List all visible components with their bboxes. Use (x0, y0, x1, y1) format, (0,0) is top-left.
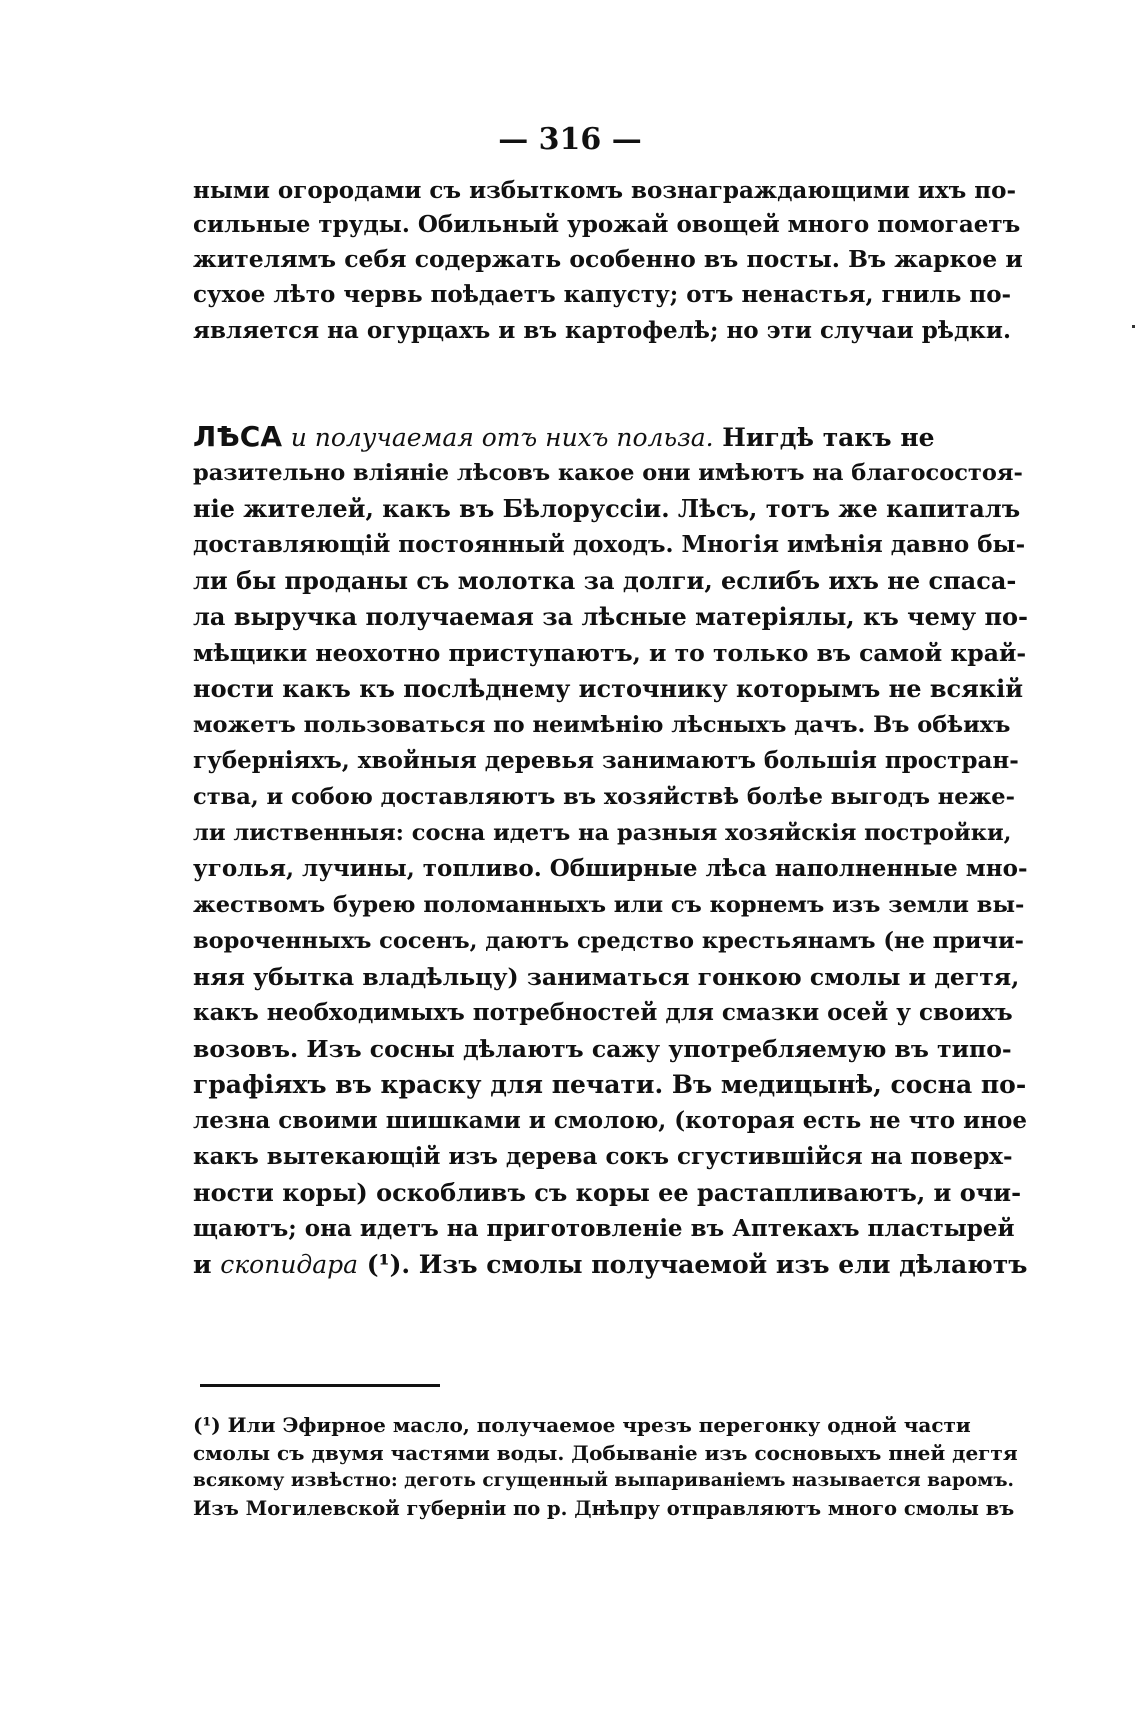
footnote-line: смолы съ двумя частями воды. Добываніе изъ сосновыхъ пней дегтя (193, 1441, 1018, 1465)
text-line: возовъ. Изъ сосны дѣлаютъ сажу употребляемую въ типо- (193, 1035, 1012, 1063)
text-line: ства, и собою доставляютъ въ хозяйствѣ болѣе выгодъ неже- (193, 784, 1015, 810)
text-fragment: и (193, 1250, 221, 1279)
text-line: разительно вліяніе лѣсовъ какое они имѣютъ на благосостоя- (193, 460, 1023, 486)
text-line: щаютъ; она идетъ на приготовленіе въ Аптекахъ пластырей (193, 1215, 1015, 1242)
footnote-line: Изъ Могилевской губерніи по р. Днѣпру отправляютъ много смолы въ (193, 1497, 1015, 1520)
text-line-tail: Нигдѣ такъ не (713, 423, 935, 452)
text-line: ла выручка получаемая за лѣсные матеріялы, къ чему по- (193, 602, 1029, 631)
text-line: является на огурцахъ и въ картофелѣ; но эти случаи рѣдки. (193, 317, 1011, 344)
text-line: ными огородами съ избыткомъ вознаграждающими ихъ по- (193, 177, 1017, 204)
footnote-divider (200, 1384, 440, 1387)
text-line: жествомъ бурею поломанныхъ или съ корнемъ изъ земли вы- (193, 892, 1025, 918)
footnote-line: всякому извѣстно: деготь сгущенный выпариваніемъ называется варомъ. (193, 1470, 1014, 1491)
text-line: лезна своими шишками и смолою, (которая есть не что иное (193, 1107, 1027, 1134)
footnote-line: (¹) Или Эфирное масло, получаемое чрезъ перегонку одной части (193, 1413, 971, 1437)
text-line: мѣщики неохотно приступаютъ, и то только въ самой край- (193, 639, 1027, 667)
text-line: графіяхъ въ краску для печати. Въ медицынѣ, сосна по- (193, 1070, 1027, 1099)
text-line: можетъ пользоваться по неимѣнію лѣсныхъ дачъ. Въ обѣихъ (193, 712, 1011, 738)
text-line: ли бы проданы съ молотка за долги, еслибъ ихъ не спаса- (193, 566, 1017, 595)
text-line: уголья, лучины, топливо. Обширные лѣса наполненные мно- (193, 855, 1028, 882)
text-line: няя убытка владѣльцу) заниматься гонкою смолы и дегтя, (193, 963, 1020, 991)
section-first-line (193, 422, 1028, 453)
scan-artifact (1132, 325, 1135, 328)
text-line: доставляющій постоянный доходъ. Многія имѣнія давно бы- (193, 531, 1026, 558)
text-line: губерніяхъ, хвойныя деревья занимаютъ большія простран- (193, 747, 1019, 774)
text-line: какъ вытекающій изъ дерева сокъ сгустившійся на поверх- (193, 1143, 1013, 1170)
text-line: сухое лѣто червь поѣдаетъ капусту; отъ ненастья, гниль по- (193, 281, 1012, 308)
text-line: сильные труды. Обильный урожай овощей много помогаетъ (193, 211, 1021, 238)
page-number: — 316 — (498, 122, 642, 157)
text-line: вороченныхъ сосенъ, даютъ средство крестьянамъ (не причи- (193, 928, 1024, 954)
text-line: ніе жителей, какъ въ Бѣлоруссіи. Лѣсъ, тотъ же капиталъ (193, 494, 1021, 523)
section-heading-subtitle: и получаемая отъ нихъ польза. (290, 423, 714, 452)
text-fragment: (¹). Изъ смолы получаемой изъ ели дѣлаютъ (358, 1250, 1028, 1279)
text-line: жителямъ себя содержать особенно въ посты. Въ жаркое и (193, 245, 1023, 273)
italic-term: скопидара (220, 1250, 359, 1279)
section-heading: ЛѢСА (193, 420, 283, 453)
text-line: какъ необходимыхъ потребностей для смазки осей у своихъ (193, 999, 1013, 1026)
text-line-last (193, 1250, 1028, 1280)
text-line: ли лиственныя: сосна идетъ на разныя хозяйскія постройки, (193, 820, 1012, 846)
text-line: ности какъ къ послѣднему источнику которымъ не всякій (193, 674, 1024, 703)
text-line: ности коры) оскобливъ съ коры ее растапливаютъ, и очи- (193, 1178, 1022, 1207)
